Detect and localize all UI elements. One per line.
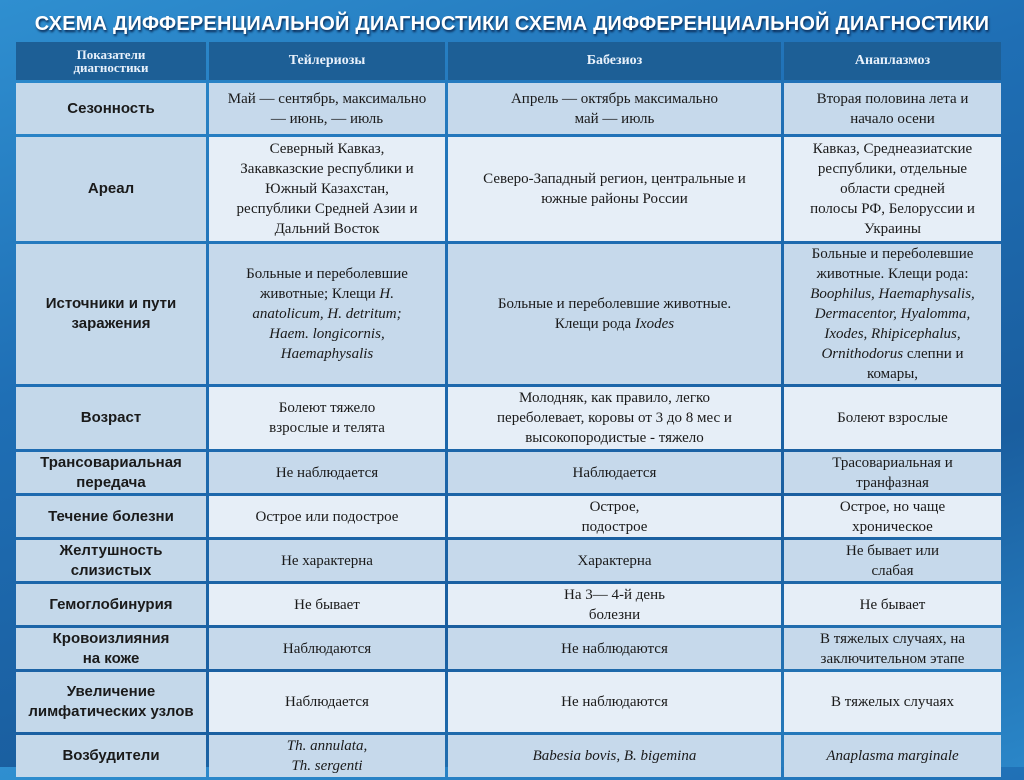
cell-line: слепни и [903, 346, 964, 362]
cell-line: Не бывает или [846, 542, 939, 559]
row-label [16, 584, 206, 625]
cell-anaplasmosis [784, 137, 1001, 241]
cell-line: Не бывает [859, 596, 926, 613]
label-line: Течение болезни [48, 507, 174, 525]
cell-line: животные. Клещи рода: [816, 266, 969, 282]
cell-line: — июнь, — июль [270, 110, 384, 127]
cell-theileriosis [209, 244, 445, 384]
cell-line: области средней [840, 181, 945, 197]
cell-theileriosis [209, 672, 445, 732]
cell-babesiosis [448, 584, 781, 625]
cell-line: Больные и переболевшие животные. [497, 296, 732, 312]
cell-theileriosis [209, 452, 445, 493]
cell-babesiosis [448, 628, 781, 669]
cell-line: переболевает, коровы от 3 до 8 мес и [497, 410, 732, 426]
cell-line: Не характерна [281, 552, 373, 569]
cell-babesiosis [448, 672, 781, 732]
label-line: Сезонность [67, 99, 155, 117]
cell-line: транфазная [856, 474, 929, 491]
cell-theileriosis [209, 584, 445, 625]
label-line: Увеличение [66, 683, 156, 700]
species-name: Dermacentor, Hyalomma, [814, 306, 971, 322]
cell-theileriosis [209, 540, 445, 581]
cell-babesiosis [448, 244, 781, 384]
label-line: Источники и пути [45, 295, 177, 312]
label-line: Ареал [87, 180, 135, 197]
cell-babesiosis [448, 540, 781, 581]
cell-line: Апрель — октябрь максимально [510, 90, 719, 107]
cell-line: Острое или подострое [255, 508, 399, 525]
cell-line: Не наблюдаются [561, 694, 668, 710]
species-name: Ixodes, Rhipicephalus, [824, 326, 961, 342]
cell-line: Закавказские республики и [240, 161, 414, 177]
cell-anaplasmosis [784, 387, 1001, 449]
cell-babesiosis [448, 496, 781, 537]
label-line: заражения [71, 315, 151, 332]
cell-line: болезни [588, 606, 641, 623]
table-row [16, 452, 1001, 493]
cell-theileriosis [209, 735, 445, 777]
cell-line: слабая [871, 562, 914, 579]
cell-line: Трасовариальная и [832, 454, 953, 471]
table-row [16, 584, 1001, 625]
cell-line: Не наблюдается [275, 464, 379, 481]
cell-line: В тяжелых случаях, на [819, 630, 966, 647]
cell-line: Больные и переболевшие [811, 246, 974, 262]
cell-line: Болеют тяжело [278, 400, 376, 416]
species-name: anatolicum, H. detritum; [252, 306, 402, 322]
cell-babesiosis [448, 387, 781, 449]
cell-anaplasmosis [784, 540, 1001, 581]
header-anaplasmosis: Анаплазмоз [784, 42, 1001, 80]
header-babesiosis: Бабезиоз [448, 42, 781, 80]
table-row [16, 83, 1001, 134]
cell-theileriosis [209, 137, 445, 241]
species-name: Anaplasma marginale [826, 748, 959, 764]
species-name: Haem. longicornis, [269, 326, 385, 342]
table-row [16, 628, 1001, 669]
cell-babesiosis [448, 452, 781, 493]
table-row [16, 137, 1001, 241]
label-line: Гемоглобинурия [49, 595, 173, 613]
cell-line: Украины [864, 221, 921, 237]
cell-line: высокопородистые - тяжело [525, 430, 704, 446]
row-label [16, 83, 206, 134]
cell-line: Характерна [577, 552, 652, 569]
species-name: Th. annulata, [286, 738, 368, 754]
cell-line: заключительном этапе [820, 650, 965, 667]
label-line: Возбудители [62, 747, 160, 764]
cell-anaplasmosis [784, 496, 1001, 537]
cell-line: Острое, [589, 498, 640, 515]
cell-line: Наблюдается [572, 464, 657, 481]
label-line: лимфатических узлов [28, 703, 194, 720]
cell-line: Южный Казахстан, [265, 181, 389, 197]
cell-line: Май — сентябрь, максимально [227, 90, 427, 107]
cell-line: Молодняк, как правило, легко [518, 390, 711, 406]
label-line: передача [76, 473, 146, 491]
row-label [16, 387, 206, 449]
cell-line: Не наблюдаются [561, 640, 668, 657]
cell-line: На 3— 4-й день [564, 586, 665, 603]
species-name: Haemaphysalis [280, 346, 374, 362]
cell-anaplasmosis [784, 735, 1001, 777]
cell-line: май — июль [574, 110, 655, 127]
row-label [16, 540, 206, 581]
cell-anaplasmosis [784, 244, 1001, 384]
header-indicators-line2: диагностики [73, 60, 149, 75]
cell-line: животные; Клещи [260, 286, 380, 302]
cell-anaplasmosis [784, 452, 1001, 493]
species-name: Th. sergenti [291, 758, 363, 774]
cell-line: В тяжелых случаях [831, 694, 954, 710]
cell-line: Наблюдается [285, 694, 369, 710]
cell-line: Дальний Восток [274, 221, 380, 237]
cell-line: Острое, но чаще [839, 498, 946, 515]
cell-line: Болеют взрослые [837, 410, 948, 426]
cell-line: Северо-Западный регион, центральные и [483, 171, 746, 187]
table-row [16, 672, 1001, 732]
row-label [16, 735, 206, 777]
row-label [16, 628, 206, 669]
cell-line: Клещи рода [554, 316, 635, 332]
label-line: Трансовариальная [40, 453, 182, 471]
header-indicators-line1: Показатели [76, 47, 146, 62]
species-name: Ixodes [634, 316, 675, 332]
cell-babesiosis [448, 735, 781, 777]
label-line: Кровоизлияния [52, 629, 170, 647]
table-row [16, 735, 1001, 777]
cell-line: начало осени [850, 110, 935, 127]
table-row [16, 244, 1001, 384]
cell-line: Наблюдаются [282, 640, 372, 657]
cell-anaplasmosis [784, 83, 1001, 134]
header-theileriosis: Тейлериозы [209, 42, 445, 80]
header-indicators [16, 42, 206, 80]
row-label [16, 244, 206, 384]
row-label [16, 137, 206, 241]
cell-line: Кавказ, Среднеазиатские [812, 141, 973, 157]
cell-line: Северный Кавказ, [269, 141, 385, 157]
cell-line: полосы РФ, Белоруссии и [810, 201, 975, 217]
cell-line: комары, [866, 366, 919, 382]
cell-theileriosis [209, 496, 445, 537]
row-label [16, 496, 206, 537]
row-label [16, 452, 206, 493]
label-line: слизистых [70, 561, 152, 579]
species-name: Ornithodorus [821, 346, 904, 362]
cell-anaplasmosis [784, 584, 1001, 625]
cell-theileriosis [209, 83, 445, 134]
row-label [16, 672, 206, 732]
cell-line: хроническое [852, 518, 933, 535]
cell-babesiosis [448, 137, 781, 241]
cell-line: южные районы России [541, 191, 688, 207]
species-name: Boophilus, Haemaphysalis, [810, 286, 975, 302]
cell-anaplasmosis [784, 628, 1001, 669]
cell-line: Больные и переболевшие [246, 266, 408, 282]
cell-anaplasmosis [784, 672, 1001, 732]
table-header-row [16, 42, 1001, 80]
label-line: Желтушность [59, 541, 163, 559]
cell-theileriosis [209, 387, 445, 449]
label-line: на коже [82, 649, 140, 667]
species-name: H. [379, 286, 394, 302]
cell-line: Не бывает [294, 596, 360, 613]
page-title: СХЕМА ДИФФЕРЕНЦИАЛЬНОЙ ДИАГНОСТИКИ СХЕМА ДИФФЕРЕНЦИАЛЬНОЙ ДИАГНОСТИКИ [34, 13, 990, 35]
species-name: Babesia bovis, B. bigemina [532, 748, 697, 764]
cell-theileriosis [209, 628, 445, 669]
cell-line: подострое [581, 518, 648, 535]
table-row [16, 387, 1001, 449]
cell-line: взрослые и телята [269, 420, 385, 436]
label-line: Возраст [80, 409, 142, 426]
table-row [16, 540, 1001, 581]
cell-babesiosis [448, 83, 781, 134]
differential-diagnosis-table [13, 39, 1004, 780]
cell-line: Вторая половина лета и [816, 90, 969, 107]
cell-line: республики, отдельные [817, 161, 968, 177]
cell-line: республики Средней Азии и [236, 201, 418, 217]
table-row [16, 496, 1001, 537]
